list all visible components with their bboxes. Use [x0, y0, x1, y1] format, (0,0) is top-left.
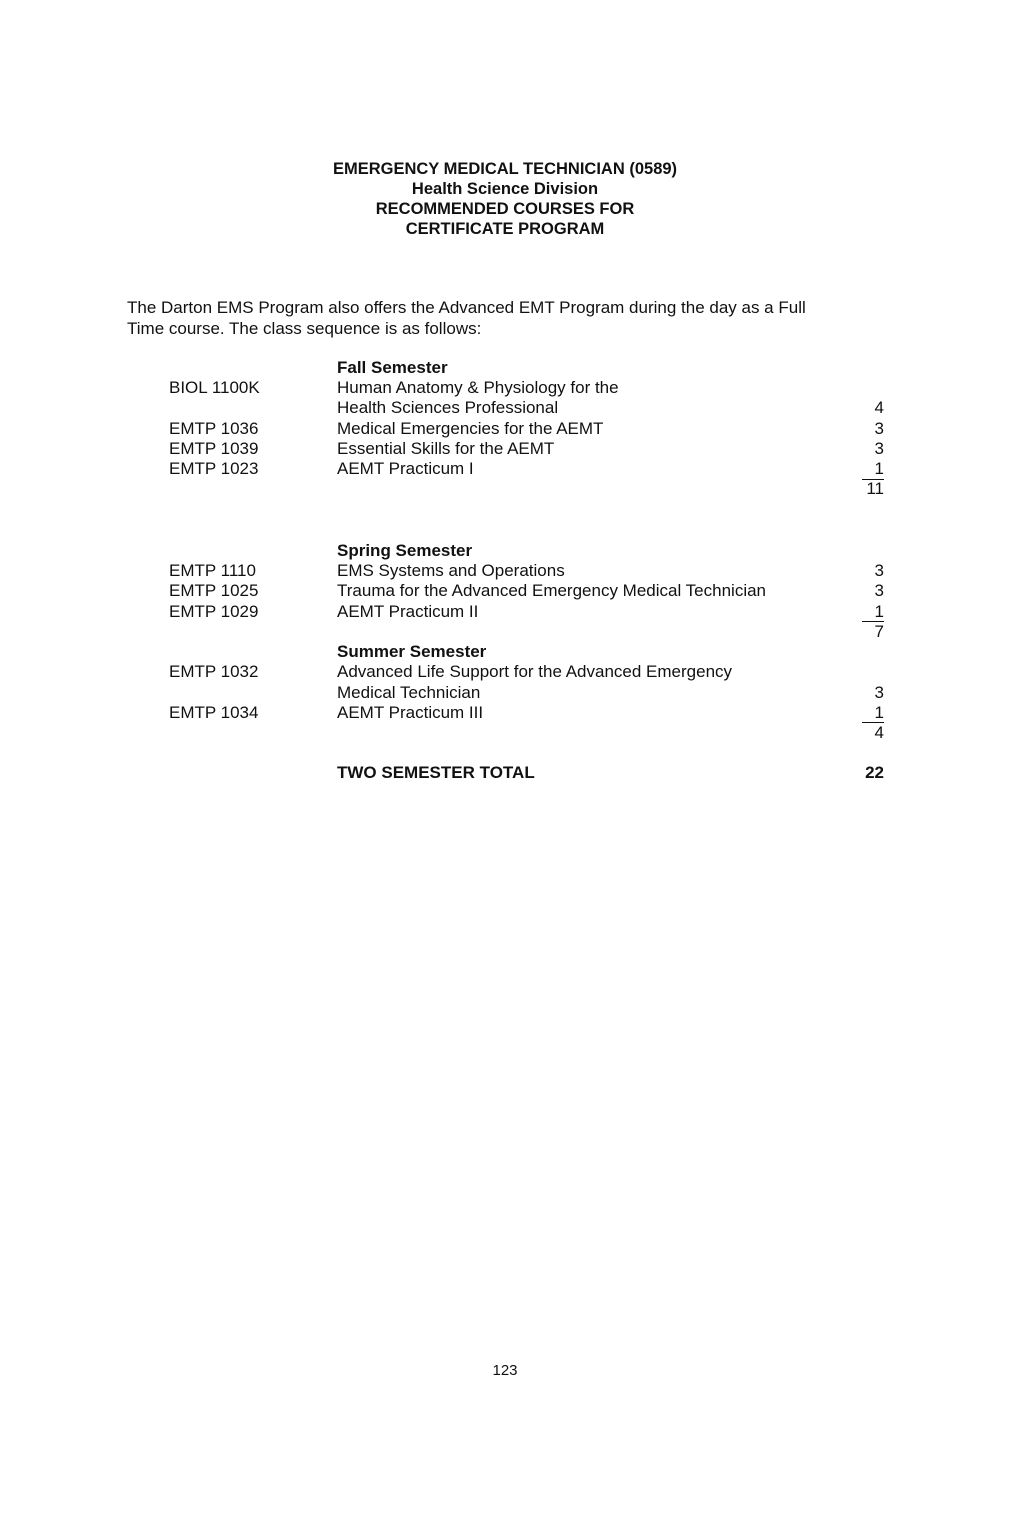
program-title: EMERGENCY MEDICAL TECHNICIAN (0589)	[332, 160, 678, 178]
course-title: Human Anatomy & Physiology for the	[337, 378, 619, 397]
course-code: BIOL 1100K	[169, 378, 260, 397]
course-code: EMTP 1039	[169, 439, 259, 458]
course-credits: 1	[874, 459, 884, 478]
certificate-heading: CERTIFICATE PROGRAM	[405, 220, 605, 238]
course-title: AEMT Practicum II	[337, 602, 479, 621]
course-row-continued	[0, 683, 1010, 703]
fall-heading-row	[0, 358, 1010, 378]
fall-subtotal-row	[0, 479, 1010, 499]
spring-semester-heading: Spring Semester	[337, 541, 473, 560]
course-title: Medical Emergencies for the AEMT	[337, 419, 604, 438]
summer-heading-row	[0, 642, 1010, 662]
fall-subtotal: 11	[866, 479, 884, 498]
recommended-heading: RECOMMENDED COURSES FOR	[375, 200, 635, 218]
intro-line-1: The Darton EMS Program also offers the Advanced EMT Program during the day as a Full	[127, 298, 806, 317]
course-credits: 3	[874, 561, 884, 580]
course-code: EMTP 1029	[169, 602, 259, 621]
spring-heading-row	[0, 541, 1010, 561]
course-code: EMTP 1032	[169, 662, 259, 681]
course-row	[0, 378, 1010, 398]
summer-subtotal: 4	[874, 723, 884, 742]
fall-semester-heading: Fall Semester	[337, 358, 448, 377]
course-code: EMTP 1025	[169, 581, 259, 600]
course-credits: 3	[874, 419, 884, 438]
course-title: Trauma for the Advanced Emergency Medical Technician	[337, 581, 767, 600]
course-title: EMS Systems and Operations	[337, 561, 565, 580]
course-title: AEMT Practicum I	[337, 459, 474, 478]
course-row	[0, 459, 1010, 479]
course-row	[0, 419, 1010, 439]
course-credits: 3	[874, 683, 884, 702]
course-credits: 3	[874, 581, 884, 600]
course-row	[0, 602, 1010, 622]
course-credits: 3	[874, 439, 884, 458]
course-code: EMTP 1034	[169, 703, 259, 722]
course-row	[0, 439, 1010, 459]
summer-subtotal-row	[0, 723, 1010, 743]
course-title: Essential Skills for the AEMT	[337, 439, 555, 458]
division-name: Health Science Division	[411, 180, 599, 198]
course-row-continued	[0, 398, 1010, 418]
course-code: EMTP 1036	[169, 419, 259, 438]
course-credits: 1	[874, 703, 884, 722]
course-row	[0, 662, 1010, 682]
document-title	[0, 159, 1010, 239]
course-row	[0, 561, 1010, 581]
total-value: 22	[865, 763, 884, 782]
summer-semester-heading: Summer Semester	[337, 642, 487, 661]
course-title-continued: Health Sciences Professional	[337, 398, 559, 417]
spring-subtotal-row	[0, 622, 1010, 642]
intro-line-2: Time course. The class sequence is as follows:	[127, 318, 482, 338]
course-code: EMTP 1023	[169, 459, 259, 478]
course-title: Advanced Life Support for the Advanced Emergency	[337, 662, 733, 681]
page-number: 123	[492, 1362, 518, 1379]
total-label: TWO SEMESTER TOTAL	[337, 763, 535, 782]
course-credits: 1	[874, 602, 884, 621]
course-code: EMTP 1110	[169, 561, 256, 580]
course-credits: 4	[874, 398, 884, 417]
intro-paragraph	[127, 298, 887, 339]
spring-subtotal: 7	[874, 622, 884, 641]
total-row	[0, 763, 1010, 783]
course-row	[0, 581, 1010, 601]
course-title: AEMT Practicum III	[337, 703, 484, 722]
course-row	[0, 703, 1010, 723]
course-title-continued: Medical Technician	[337, 683, 481, 702]
